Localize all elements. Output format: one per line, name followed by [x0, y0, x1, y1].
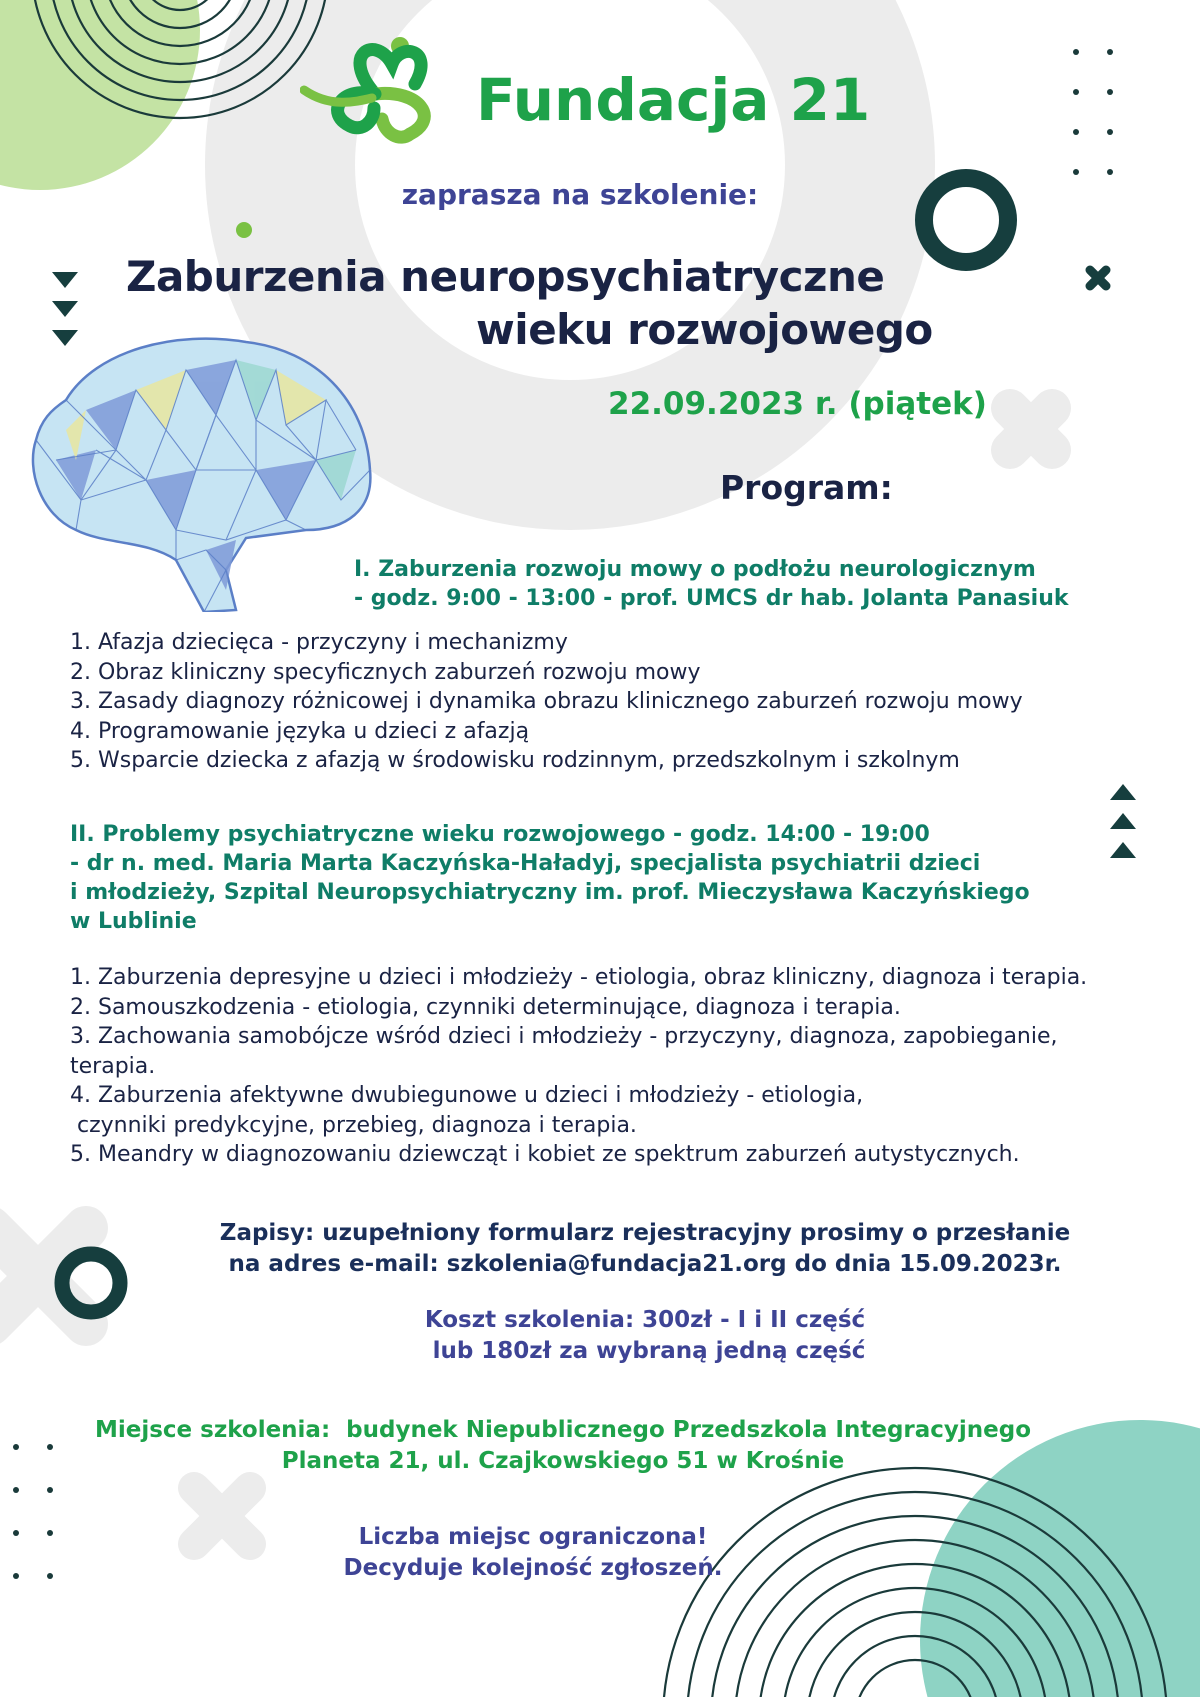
list-item: 3. Zachowania samobójcze wśród dzieci i młodzieży - przyczyny, diagnoza, zapobieganie,	[70, 1024, 1058, 1049]
section-1-heading-line: I. Zaburzenia rozwoju mowy o podłożu neurologicznym	[354, 557, 1036, 582]
brain-icon	[26, 330, 376, 612]
venue-info	[0, 1415, 1126, 1477]
list-item: 1. Afazja dziecięca - przyczyny i mechanizmy	[70, 630, 568, 655]
list-item: 4. Zaburzenia afektywne dwubiegunowe u dzieci i młodzieży - etiologia,	[70, 1083, 864, 1108]
venue-line: Planeta 21, ul. Czajkowskiego 51 w Krośnie	[281, 1448, 845, 1474]
event-date: 22.09.2023 r. (piątek)	[608, 386, 987, 422]
list-item: 1. Zaburzenia depresyjne u dzieci i młodzieży - etiologia, obraz kliniczny, diagnoza i terapia.	[70, 965, 1088, 990]
invite-text: zaprasza na szkolenie:	[401, 178, 759, 211]
registration-info	[0, 1218, 1200, 1280]
registration-line: Zapisy: uzupełniony formularz rejestracyjny prosimy o przesłanie	[219, 1220, 1071, 1246]
section-1-heading	[354, 555, 1069, 613]
list-item: 5. Meandry w diagnozowaniu dziewcząt i kobiet ze spektrum zaburzeń autystycznych.	[70, 1142, 1020, 1167]
section-2-list	[70, 963, 1087, 1170]
triangle-up-icon	[1110, 784, 1136, 858]
registration-line: na adres e-mail: szkolenia@fundacja21.org do dnia 15.09.2023r.	[228, 1251, 1062, 1277]
section-1-heading-line: - godz. 9:00 - 13:00 - prof. UMCS dr hab. Jolanta Panasiuk	[354, 586, 1069, 611]
venue-line: Miejsce szkolenia: budynek Niepublicznego Przedszkola Integracyjnego	[94, 1417, 1032, 1443]
cost-line: Koszt szkolenia: 300zł - I i II część	[424, 1307, 866, 1333]
section-2-heading-line: II. Problemy psychiatryczne wieku rozwojowego - godz. 14:00 - 19:00	[70, 822, 930, 847]
clover-logo-icon	[300, 34, 460, 150]
dots-top-right-decoration	[1073, 49, 1113, 175]
section-2-heading-line: i młodzieży, Szpital Neuropsychiatryczny im. prof. Mieczysława Kaczyńskiego	[70, 880, 1030, 905]
cross-icon	[1090, 270, 1106, 286]
section-2-heading-line: - dr n. med. Maria Marta Kaczyńska-Haładyj, specjalista psychiatrii dzieci	[70, 851, 981, 876]
list-item: 3. Zasady diagnozy różnicowej i dynamika obrazu klinicznego zaburzeń rozwoju mowy	[70, 689, 1023, 714]
green-dot-decoration	[236, 222, 252, 238]
list-item: 2. Samouszkodzenia - etiologia, czynniki determinujące, diagnoza i terapia.	[70, 994, 901, 1020]
section-2-heading	[70, 820, 1030, 936]
list-item: 2. Obraz kliniczny specyficznych zaburzeń rozwoju mowy	[70, 659, 701, 685]
gray-cross-decoration	[1010, 408, 1052, 450]
list-item: 5. Wsparcie dziecka z afazją w środowisku rodzinnym, przedszkolnym i szkolnym	[70, 748, 960, 773]
list-item: czynniki predykcyjne, przebieg, diagnoza i terapia.	[70, 1112, 637, 1138]
section-2-heading-line: w Lublinie	[70, 909, 197, 934]
section-1-list	[70, 628, 1023, 776]
list-item: terapia.	[70, 1053, 156, 1079]
brand-name: Fundacja 21	[476, 66, 871, 134]
cost-info	[0, 1305, 1200, 1367]
list-item: 4. Programowanie języka u dzieci z afazją	[70, 718, 530, 744]
closing-line: Decyduje kolejność zgłoszeń.	[343, 1555, 723, 1581]
title-line-2: wieku rozwojowego	[476, 305, 933, 354]
closing-line: Liczba miejsc ograniczona!	[358, 1524, 708, 1550]
title-line-1: Zaburzenia neuropsychiatryczne	[126, 252, 885, 301]
closing-note	[0, 1522, 1066, 1584]
program-heading: Program:	[720, 468, 893, 507]
cost-line: lub 180zł za wybraną jedną część	[424, 1338, 866, 1364]
